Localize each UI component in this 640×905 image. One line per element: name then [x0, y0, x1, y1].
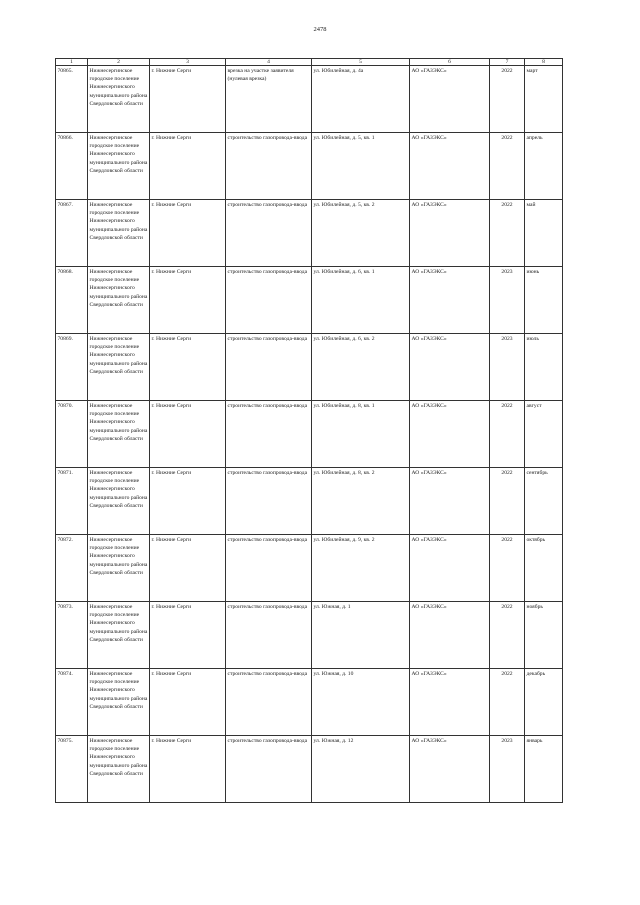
- contractor-cell: АО «ГАЗЭКС»: [410, 401, 490, 468]
- table-row: [56, 66, 563, 133]
- settlement-cell: г. Нижние Серги: [150, 736, 226, 803]
- table-body: [56, 66, 563, 803]
- contractor-cell: АО «ГАЗЭКС»: [410, 200, 490, 267]
- work-type-cell: строительство газопровода-ввода: [226, 401, 312, 468]
- table-row: [56, 468, 563, 535]
- contractor-cell: АО «ГАЗЭКС»: [410, 669, 490, 736]
- row-number: 70870.: [56, 401, 88, 468]
- settlement-cell: г. Нижние Серги: [150, 200, 226, 267]
- settlement-cell: г. Нижние Серги: [150, 66, 226, 133]
- gasification-table: [55, 58, 563, 803]
- column-number-row: [56, 59, 563, 66]
- table-row: [56, 736, 563, 803]
- row-number: 70866.: [56, 133, 88, 200]
- address-cell: ул. Юбилейная, д. 5, кв. 2: [312, 200, 410, 267]
- year-cell: 2023: [490, 267, 525, 334]
- year-cell: 2023: [490, 334, 525, 401]
- municipality-cell: Нижнесергинское городское поселение Нижнесергинского муниципального района Свердловской области: [88, 468, 150, 535]
- year-cell: 2022: [490, 669, 525, 736]
- year-cell: 2022: [490, 66, 525, 133]
- row-number: 70868.: [56, 267, 88, 334]
- contractor-cell: АО «ГАЗЭКС»: [410, 267, 490, 334]
- address-cell: ул. Юбилейная, д. 8, кв. 1: [312, 401, 410, 468]
- contractor-cell: АО «ГАЗЭКС»: [410, 736, 490, 803]
- work-type-cell: строительство газопровода-ввода: [226, 334, 312, 401]
- work-type-cell: врезка на участке заявителя (нулевая врезка): [226, 66, 312, 133]
- table-row: [56, 334, 563, 401]
- settlement-cell: г. Нижние Серги: [150, 267, 226, 334]
- municipality-cell: Нижнесергинское городское поселение Нижнесергинского муниципального района Свердловской области: [88, 66, 150, 133]
- year-cell: 2022: [490, 401, 525, 468]
- municipality-cell: Нижнесергинское городское поселение Нижнесергинского муниципального района Свердловской области: [88, 602, 150, 669]
- municipality-cell: Нижнесергинское городское поселение Нижнесергинского муниципального района Свердловской области: [88, 133, 150, 200]
- municipality-cell: Нижнесергинское городское поселение Нижнесергинского муниципального района Свердловской области: [88, 267, 150, 334]
- column-header: 7: [490, 59, 525, 66]
- column-header: 2: [88, 59, 150, 66]
- settlement-cell: г. Нижние Серги: [150, 468, 226, 535]
- work-type-cell: строительство газопровода-ввода: [226, 200, 312, 267]
- table-row: [56, 669, 563, 736]
- year-cell: 2022: [490, 602, 525, 669]
- row-number: 70869.: [56, 334, 88, 401]
- row-number: 70872.: [56, 535, 88, 602]
- year-cell: 2023: [490, 736, 525, 803]
- municipality-cell: Нижнесергинское городское поселение Нижнесергинского муниципального района Свердловской области: [88, 334, 150, 401]
- contractor-cell: АО «ГАЗЭКС»: [410, 66, 490, 133]
- month-cell: июль: [525, 334, 563, 401]
- year-cell: 2022: [490, 535, 525, 602]
- row-number: 70873.: [56, 602, 88, 669]
- work-type-cell: строительство газопровода-ввода: [226, 736, 312, 803]
- address-cell: ул. Юбилейная, д. 6, кв. 1: [312, 267, 410, 334]
- municipality-cell: Нижнесергинское городское поселение Нижнесергинского муниципального района Свердловской области: [88, 736, 150, 803]
- table-row: [56, 200, 563, 267]
- contractor-cell: АО «ГАЗЭКС»: [410, 133, 490, 200]
- column-header: 4: [226, 59, 312, 66]
- settlement-cell: г. Нижние Серги: [150, 133, 226, 200]
- month-cell: август: [525, 401, 563, 468]
- column-header: 1: [56, 59, 88, 66]
- month-cell: январь: [525, 736, 563, 803]
- settlement-cell: г. Нижние Серги: [150, 602, 226, 669]
- settlement-cell: г. Нижние Серги: [150, 535, 226, 602]
- year-cell: 2022: [490, 468, 525, 535]
- month-cell: ноябрь: [525, 602, 563, 669]
- contractor-cell: АО «ГАЗЭКС»: [410, 334, 490, 401]
- column-header: 6: [410, 59, 490, 66]
- settlement-cell: г. Нижние Серги: [150, 669, 226, 736]
- month-cell: октябрь: [525, 535, 563, 602]
- table-row: [56, 535, 563, 602]
- month-cell: март: [525, 66, 563, 133]
- contractor-cell: АО «ГАЗЭКС»: [410, 535, 490, 602]
- table-row: [56, 401, 563, 468]
- table-row: [56, 133, 563, 200]
- municipality-cell: Нижнесергинское городское поселение Нижнесергинского муниципального района Свердловской области: [88, 200, 150, 267]
- month-cell: сентябрь: [525, 468, 563, 535]
- address-cell: ул. Южная, д. 12: [312, 736, 410, 803]
- work-type-cell: строительство газопровода-ввода: [226, 602, 312, 669]
- address-cell: ул. Юбилейная, д. 4а: [312, 66, 410, 133]
- address-cell: ул. Юбилейная, д. 6, кв. 2: [312, 334, 410, 401]
- work-type-cell: строительство газопровода-ввода: [226, 133, 312, 200]
- year-cell: 2022: [490, 200, 525, 267]
- column-header: 8: [525, 59, 563, 66]
- work-type-cell: строительство газопровода-ввода: [226, 535, 312, 602]
- page-number: 2478: [313, 26, 327, 33]
- table-row: [56, 267, 563, 334]
- row-number: 70867.: [56, 200, 88, 267]
- column-header: 3: [150, 59, 226, 66]
- address-cell: ул. Юбилейная, д. 9, кв. 2: [312, 535, 410, 602]
- year-cell: 2022: [490, 133, 525, 200]
- address-cell: ул. Юбилейная, д. 8, кв. 2: [312, 468, 410, 535]
- municipality-cell: Нижнесергинское городское поселение Нижнесергинского муниципального района Свердловской области: [88, 401, 150, 468]
- municipality-cell: Нижнесергинское городское поселение Нижнесергинского муниципального района Свердловской области: [88, 535, 150, 602]
- work-type-cell: строительство газопровода-ввода: [226, 468, 312, 535]
- contractor-cell: АО «ГАЗЭКС»: [410, 602, 490, 669]
- row-number: 70875.: [56, 736, 88, 803]
- month-cell: декабрь: [525, 669, 563, 736]
- month-cell: июнь: [525, 267, 563, 334]
- month-cell: май: [525, 200, 563, 267]
- work-type-cell: строительство газопровода-ввода: [226, 669, 312, 736]
- month-cell: апрель: [525, 133, 563, 200]
- row-number: 70874.: [56, 669, 88, 736]
- column-header: 5: [312, 59, 410, 66]
- address-cell: ул. Юбилейная, д. 5, кв. 1: [312, 133, 410, 200]
- municipality-cell: Нижнесергинское городское поселение Нижнесергинского муниципального района Свердловской области: [88, 669, 150, 736]
- work-type-cell: строительство газопровода-ввода: [226, 267, 312, 334]
- settlement-cell: г. Нижние Серги: [150, 334, 226, 401]
- row-number: 70865.: [56, 66, 88, 133]
- address-cell: ул. Южная, д. 10: [312, 669, 410, 736]
- row-number: 70871.: [56, 468, 88, 535]
- table-row: [56, 602, 563, 669]
- address-cell: ул. Южная, д. 1: [312, 602, 410, 669]
- contractor-cell: АО «ГАЗЭКС»: [410, 468, 490, 535]
- settlement-cell: г. Нижние Серги: [150, 401, 226, 468]
